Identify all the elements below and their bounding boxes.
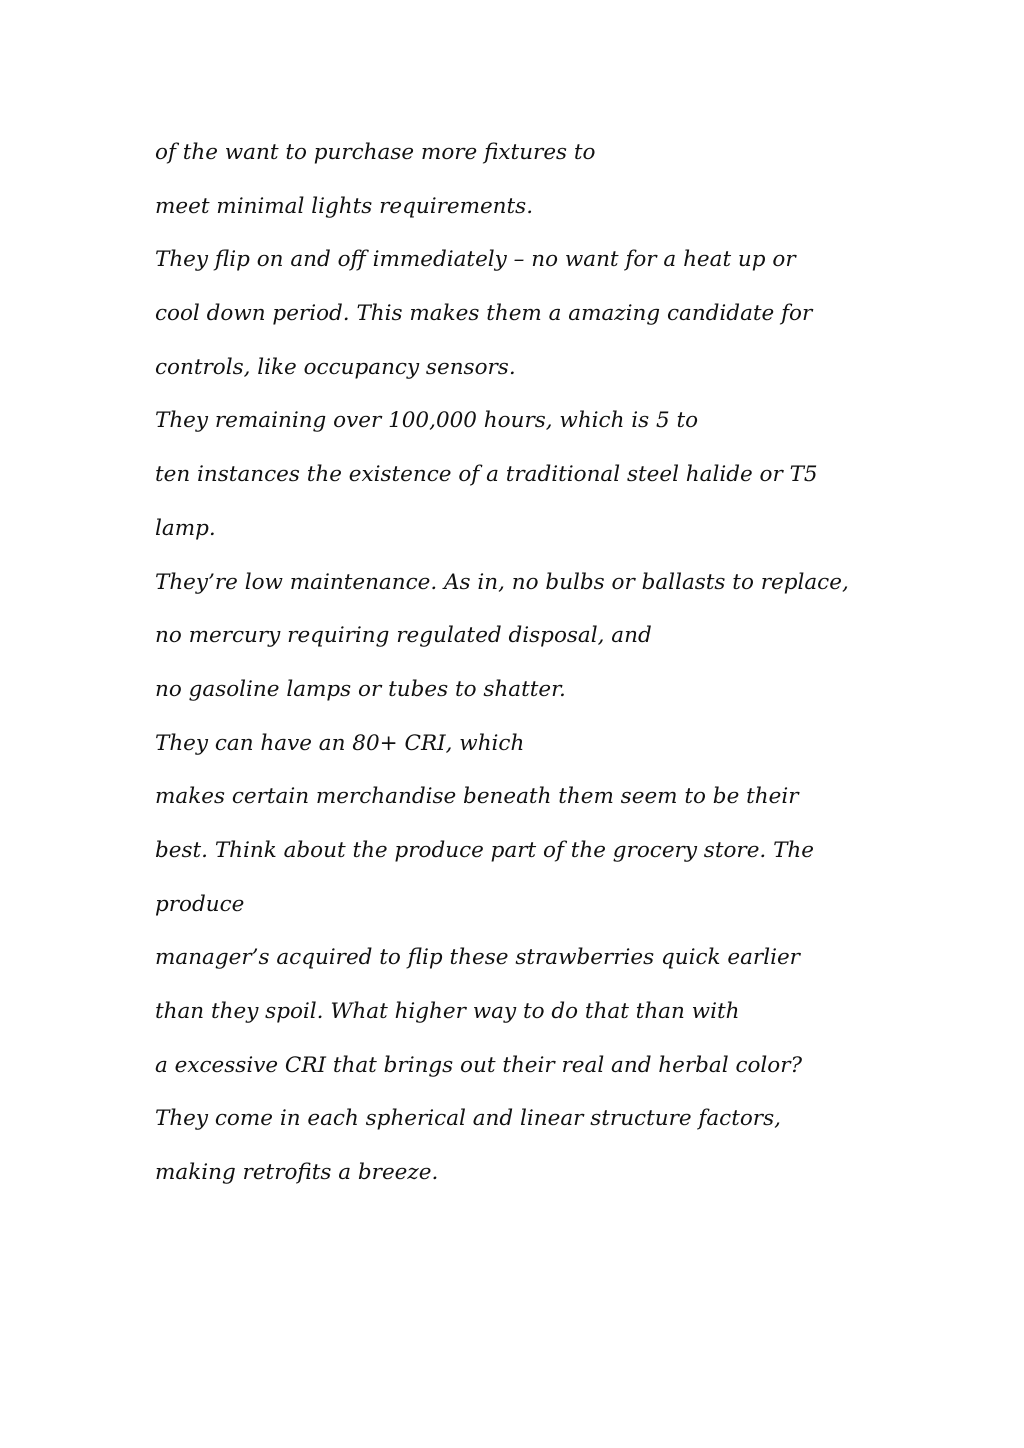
text-line: a excessive CRI that brings out their real and herbal color?	[155, 1052, 803, 1078]
text-line: They flip on and off immediately – no want for a heat up or	[155, 247, 796, 273]
text-line: controls, like occupancy sensors.	[155, 354, 516, 380]
text-line: ten instances the existence of a traditional steel halide or T5	[155, 462, 818, 488]
text-line: no gasoline lamps or tubes to shatter.	[155, 676, 566, 702]
text-line: They’re low maintenance. As in, no bulbs or ballasts to replace,	[155, 569, 849, 595]
text-line: manager’s acquired to flip these strawberries quick earlier	[155, 945, 800, 971]
text-line: no mercury requiring regulated disposal, and	[155, 623, 652, 649]
text-line: They can have an 80+ CRI, which	[155, 730, 525, 756]
text-line: making retrofits a breeze.	[155, 1160, 439, 1186]
text-line: than they spoil. What higher way to do that than with	[155, 999, 740, 1024]
text-line: produce	[155, 891, 245, 917]
text-line: meet minimal lights requirements.	[155, 193, 534, 219]
text-line: makes certain merchandise beneath them seem to be their	[155, 784, 799, 810]
text-line: lamp.	[155, 515, 216, 541]
text-line: of the want to purchase more fixtures to	[155, 140, 596, 165]
text-line: They come in each spherical and linear structure factors,	[155, 1106, 781, 1132]
body-text	[155, 126, 885, 1200]
text-line: They remaining over 100,000 hours, which is 5 to	[155, 408, 699, 434]
text-line: cool down period. This makes them a amazing candidate for	[155, 301, 813, 327]
text-line: best. Think about the produce part of the grocery store. The	[155, 837, 815, 863]
